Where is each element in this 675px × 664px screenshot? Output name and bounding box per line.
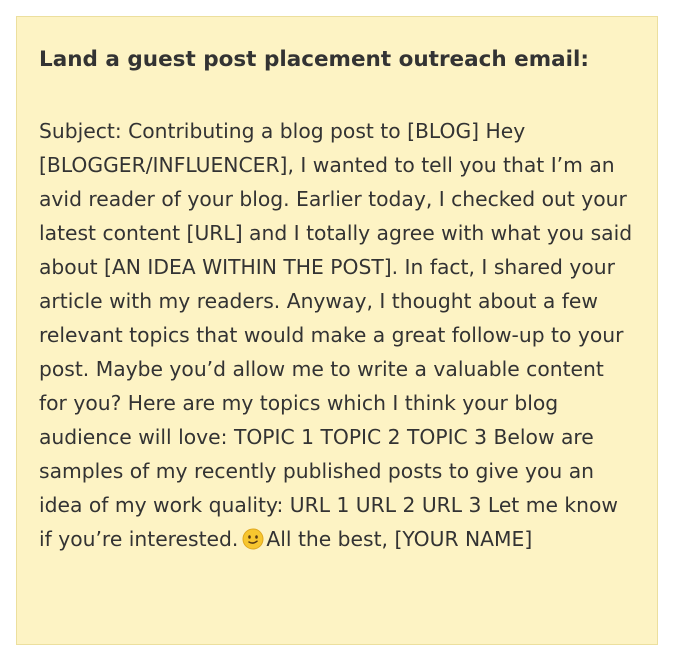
email-template-callout [16, 16, 658, 645]
email-body-text: Subject: Contributing a blog post to [BLOG] Hey [BLOGGER/INFLUENCER], I wanted to tell you that I’m an avid reader of your blog. Earlier today, I checked out your latest content [URL] and I totally agree with what you said about [AN IDEA WITHIN THE POST]. In fact, I shared your article with my readers. Anyway, I thought about a few relevant topics that would make a great follow-up to your post. Maybe you’d allow me to write a valuable content for you? Here are my topics which I think your blog audience will love: TOPIC 1 TOPIC 2 TOPIC 3 Below are samples of my recently published posts to give you an idea of my work quality: URL 1 URL 2 URL 3 Let me know if you’re interested. [39, 119, 633, 551]
email-template-body [39, 114, 635, 556]
email-signoff-text: All the best, [YOUR NAME] [266, 527, 533, 551]
callout-heading: Land a guest post placement outreach email: [39, 47, 590, 72]
smiling-face-icon [242, 526, 264, 548]
